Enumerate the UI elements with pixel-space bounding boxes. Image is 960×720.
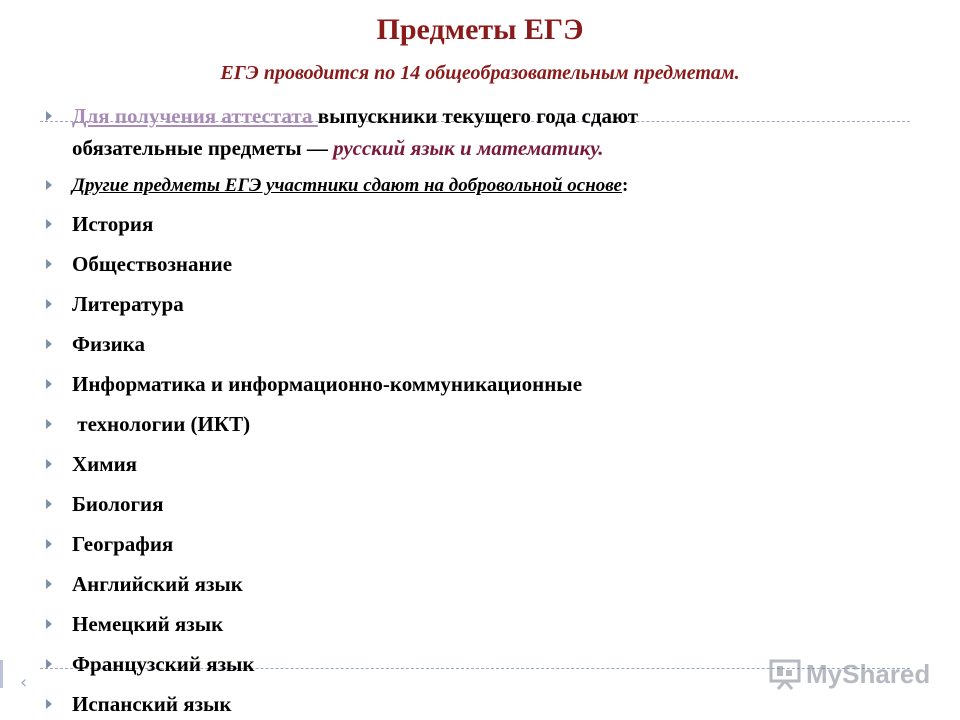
subject-item: Немецкий язык xyxy=(72,612,224,636)
bullet-arrow-icon xyxy=(46,111,52,121)
subject-item: Информатика и информационно-коммуникационные xyxy=(72,372,583,396)
intro-line-2-normal: обязательные предметы — xyxy=(72,136,334,160)
bullet-arrow-icon xyxy=(46,339,52,349)
bullet-arrow-icon xyxy=(46,299,52,309)
bullet-arrow-icon xyxy=(46,539,52,549)
subject-item: Физика xyxy=(72,332,145,356)
subject-item: География xyxy=(72,532,174,556)
bullet-arrow-icon xyxy=(46,619,52,629)
bullet-arrow-icon xyxy=(46,579,52,589)
bullet-arrow-icon xyxy=(46,259,52,269)
watermark-text: MyShared xyxy=(806,658,931,689)
intro-line-1 xyxy=(72,104,638,128)
intro-rest: выпускники текущего года сдают xyxy=(317,104,639,128)
intro-line-2 xyxy=(72,136,603,160)
bullet-arrow-icon xyxy=(46,219,52,229)
bullet-arrow-icon xyxy=(46,180,52,190)
bullet-arrow-icon xyxy=(46,659,52,669)
subject-item: Французский язык xyxy=(72,652,255,676)
slide-title: Предметы ЕГЭ xyxy=(376,13,584,46)
intro-line-2-italic: русский язык и математику. xyxy=(333,136,604,160)
slide-nav-bar xyxy=(0,660,3,688)
presentation-icon xyxy=(768,657,802,691)
other-note-colon: : xyxy=(621,175,629,196)
chevron-left-icon[interactable]: ‹ xyxy=(20,672,28,693)
slide-subtitle: ЕГЭ проводится по 14 общеобразовательным предметам. xyxy=(220,62,740,84)
subject-item: Биология xyxy=(72,492,164,516)
bullet-arrow-icon xyxy=(46,459,52,469)
bullet-arrow-icon xyxy=(46,419,52,429)
subject-item: История xyxy=(72,212,154,236)
bullet-arrow-icon xyxy=(46,499,52,509)
other-subjects-note xyxy=(72,174,628,198)
subject-item: Английский язык xyxy=(72,572,243,596)
subject-item: Обществознание xyxy=(72,252,233,276)
subject-item: Литература xyxy=(72,292,184,316)
bullet-arrow-icon xyxy=(46,699,52,709)
subject-item: Химия xyxy=(72,452,138,476)
watermark xyxy=(768,654,930,694)
subject-item: Испанский язык xyxy=(72,692,232,716)
attestat-link[interactable]: Для получения аттестата xyxy=(72,104,318,128)
subject-item: технологии (ИКТ) xyxy=(72,412,251,436)
other-note-text: Другие предметы ЕГЭ участники сдают на добровольной основе xyxy=(72,175,622,196)
bullet-arrow-icon xyxy=(46,379,52,389)
